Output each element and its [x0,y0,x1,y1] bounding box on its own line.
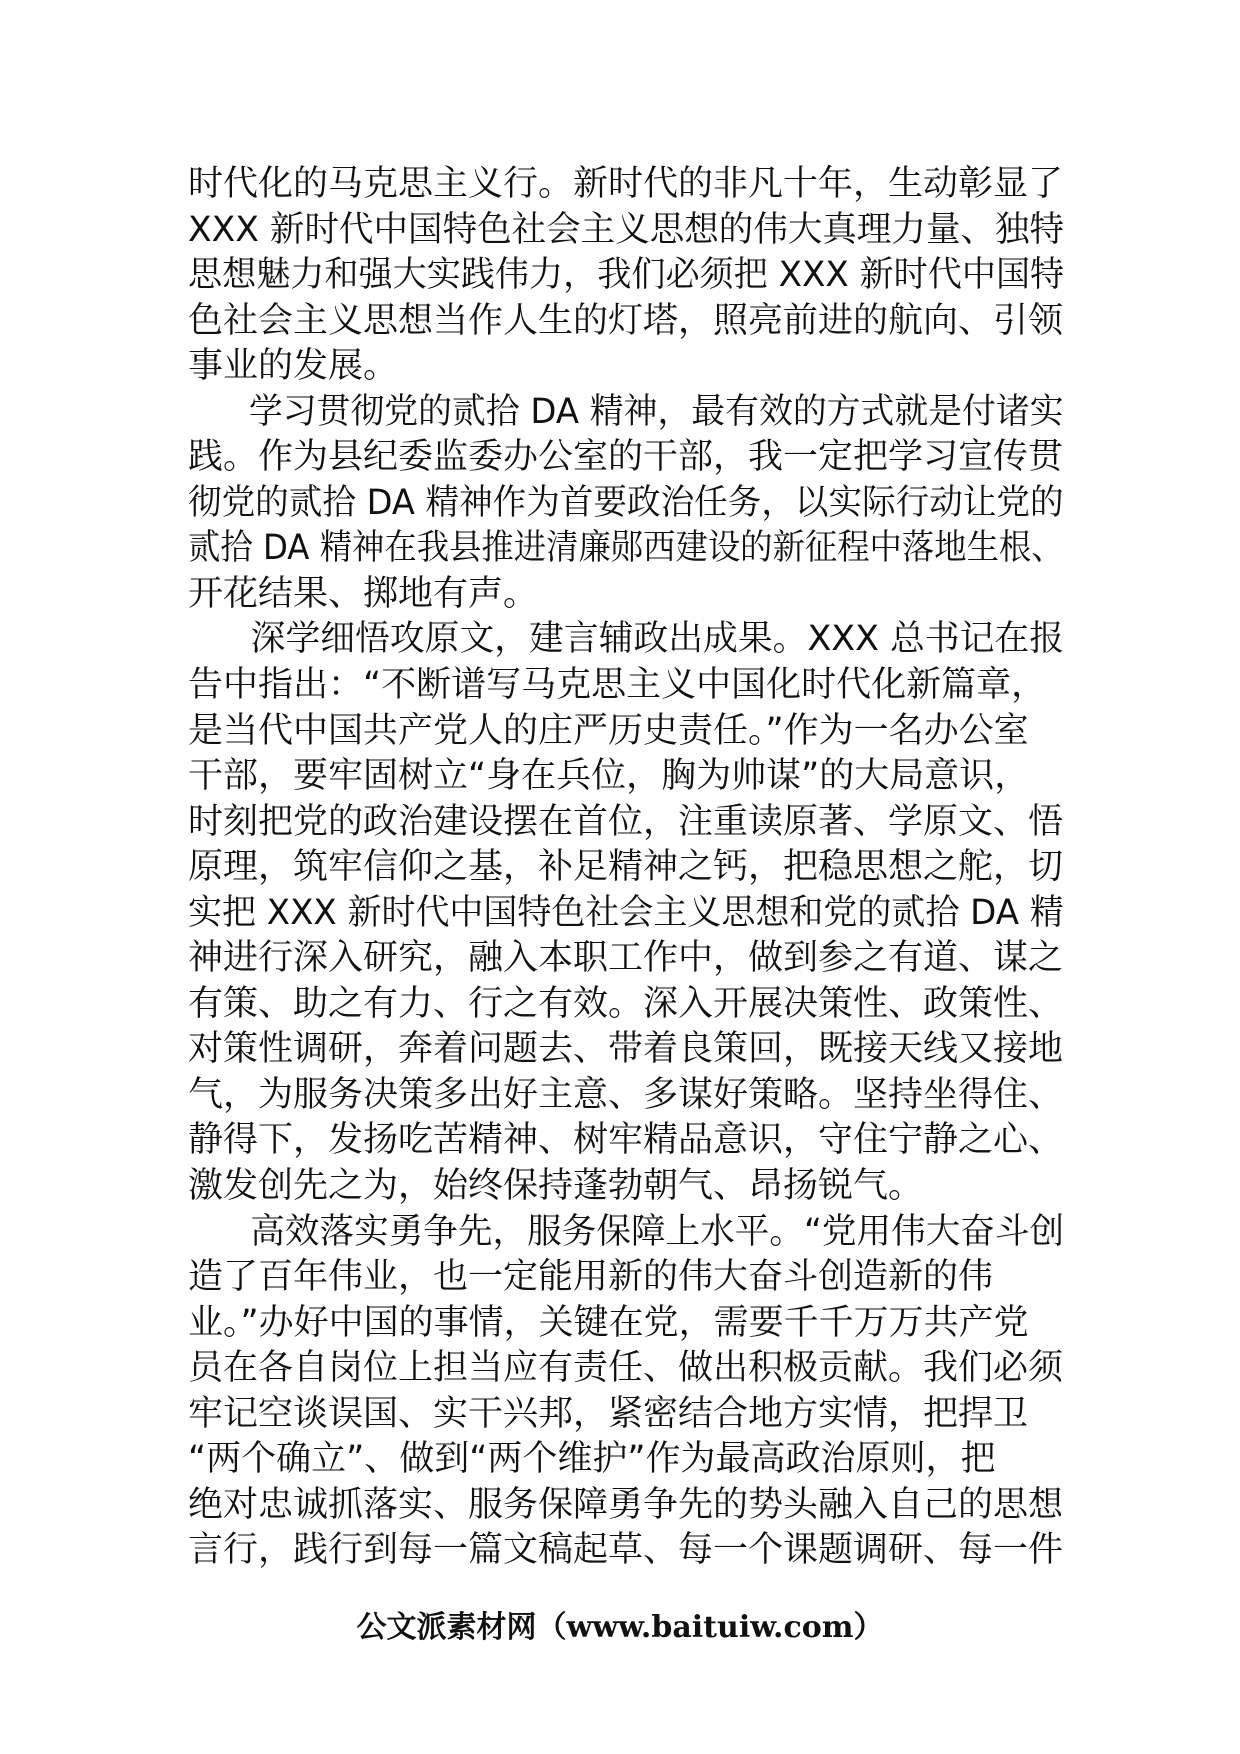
text-line: 学习贯彻党的贰拾 DA 精神，最有效的方式就是付诸实 [248,391,1064,432]
text-line: 彻党的贰拾 DA 精神作为首要政治任务，以实际行动让党的 [188,482,1064,523]
text-line: 对策性调研，奔着问题去、带着良策回，既接天线又接地 [188,1029,1064,1070]
text-line: 是当代中国共产党人的庄严历史责任。”作为一名办公室 [188,710,1029,751]
text-line: XXX 新时代中国特色社会主义思想的伟大真理力量、独特 [188,209,1065,250]
text-line: 色社会主义思想当作人生的灯塔，照亮前进的航向、引领 [188,300,1064,341]
text-line: 时代化的马克思主义行。新时代的非凡十年，生动彰显了 [188,164,1064,204]
text-line: 有策、助之有力、行之有效。深入开展决策性、政策性、 [188,983,1064,1024]
text-line: 事业的发展。 [188,346,399,387]
text-line: 员在各自岗位上担当应有责任、做出积极贡献。我们必须 [188,1348,1064,1389]
text-line: 高效落实勇争先，服务保障上水平。“党用伟大奋斗创 [250,1211,1065,1252]
text-line: 牢记空谈误国、实干兴邦，紧密结合地方实情，把捍卫 [188,1393,1029,1434]
text-line: 贰拾 DA 精神在我县推进清廉郧西建设的新征程中落地生根、 [188,528,1064,569]
text-line: 言行，践行到每一篇文稿起草、每一个课题调研、每一件 [188,1530,1064,1571]
body-text [188,162,1064,1574]
text-line: 造了百年伟业，也一定能用新的伟大奋斗创造新的伟 [188,1257,994,1298]
text-line: “两个确立”、做到“两个维护”作为最高政治原则，把 [188,1439,996,1480]
text-line: 思想魅力和强大实践伟力，我们必须把 XXX 新时代中国特 [188,255,1065,296]
text-line: 静得下，发扬吃苦精神、树牢精品意识，守住宁静之心、 [188,1120,1064,1161]
text-line: 干部，要牢固树立“身在兵位，胸为帅谋”的大局意识， [188,756,1030,797]
text-line: 践。作为县纪委监委办公室的干部，我一定把学习宣传贯 [188,437,1064,478]
text-line: 实把 XXX 新时代中国特色社会主义思想和党的贰拾 DA 精 [188,892,1064,933]
text-line: 激发创先之为，始终保持蓬勃朝气、昂扬锐气。 [188,1166,924,1207]
footer-watermark: 公文派素材网（www.baituiw.com） [356,1610,884,1645]
text-line: 原理，筑牢信仰之基，补足精神之钙，把稳思想之舵，切 [188,847,1064,888]
text-line: 开花结果、掷地有声。 [188,573,539,614]
text-line: 深学细悟攻原文，建言辅政出成果。XXX 总书记在报 [250,619,1065,660]
text-line: 神进行深入研究，融入本职工作中，做到参之有道、谋之 [188,938,1064,979]
text-line: 气，为服务决策多出好主意、多谋好策略。坚持坐得住、 [188,1074,1064,1115]
text-line: 时刻把党的政治建设摆在首位，注重读原著、学原文、悟 [188,801,1064,842]
text-line: 绝对忠诚抓落实、服务保障勇争先的势头融入自己的思想 [188,1484,1064,1525]
text-line: 业。”办好中国的事情，关键在党，需要千千万万共产党 [188,1302,1029,1343]
text-line: 告中指出：“不断谱写马克思主义中国化时代化新篇章， [188,665,1047,706]
